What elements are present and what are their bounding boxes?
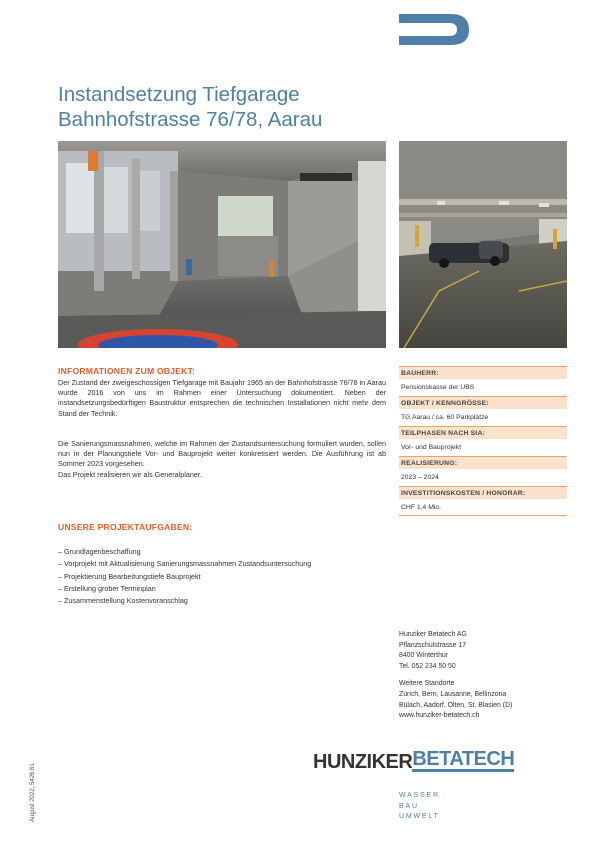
fact-label-phases: TEILPHASEN NACH SIA: [399,426,567,439]
company-name: Hunziker Betatech AG [399,631,467,638]
fact-value-costs: CHF 1,4 Mio. [399,499,567,516]
company-city: 8400 Winterthur [399,652,449,660]
info-paragraph-3: Das Projekt realisieren wir als Generalplaner. [58,469,202,479]
fact-label-costs: INVESTITIONSKOSTEN / HONORAR: [399,486,567,499]
tagline [399,791,440,823]
garage-interior-photo [399,141,567,348]
page-title [58,82,322,132]
fact-value-object: TG Aarau / ca. 60 Parkplätze [401,414,489,421]
info-heading: INFORMATIONEN ZUM OBJEKT: [58,366,196,376]
list-item: – Zusammenstellung Kostenvoranschlag [58,596,188,606]
fact-value-client: Pensionskasse der UBS [401,384,475,391]
fact-value-realization: 2023 – 2024 [401,474,439,481]
document-date-note: August 2022, 5426.61 [30,763,36,822]
tasks-heading: UNSERE PROJEKTAUFGABEN: [58,522,193,532]
brand-logo [313,746,514,772]
list-item: – Vorprojekt mit Aktualisierung Sanierungsmassnahmen Zustandsuntersuchung [58,559,312,569]
list-item: – Grundlagenbeschaffung [58,547,141,556]
title-line-2: Bahnhofstrasse 76/78, Aarau [58,108,323,131]
tagline-water: WASSER [399,792,440,799]
fact-value-phases: Vor- und Bauprojekt [401,444,462,451]
company-phone: Tel. 052 234 50 50 [399,662,456,670]
list-item: – Erstellung grober Terminplan [58,583,156,593]
company-website-link[interactable]: www.hunziker-betatech.ch [399,712,480,720]
fact-label-realization: REALISIERUNG: [399,456,567,469]
title-line-1: Instandsetzung Tiefgarage [58,83,300,106]
info-paragraph-1: Der Zustand der zweigeschossigen Tiefgarage mit Baujahr 1965 an der Bahnhofstrasse 76/78 in Aarau wurde 2016 von uns im Rahmen einer Untersuchung dokumentiert. Neben der instandsetzungsbedürftigen Baustruktur entsprechen die technischen Installationen nicht mehr dem Stand der Technik. [58,378,386,418]
task-list [58,546,311,607]
info-paragraph-2: Die Sanierungsmassnahmen, welche im Rahmen der Zustandsuntersuchung formuliert wurden, sollen nun in der Planungstiefe Vor- und Bauprojekt weiter konkretisiert werden. Die Ausführung ist ab Sommer 2023 vorgesehen. [58,439,386,469]
tagline-environment: UMWELT [399,813,440,821]
project-facts-table [399,366,567,516]
corner-logo-mark [399,14,469,45]
other-locations-line-2: Bülach, Aadorf, Olten, St. Blasien (D) [399,701,513,709]
company-street: Pflanzschulstrasse 17 [399,641,467,649]
other-locations-heading: Weitere Standorte [399,680,455,688]
contact-spacer [399,672,512,679]
fact-label-object: OBJEKT / KENNGRÖSSE: [399,396,567,409]
garage-entrance-photo [58,141,386,348]
contact-block [399,630,512,722]
other-locations-line-1: Zürich, Bern, Lausanne, Bellinzona [399,690,507,698]
list-item: – Projektierung Bearbeitungstiefe Bauprojekt [58,571,201,581]
fact-label-client: BAUHERR: [399,366,567,379]
info-paragraph-block [58,439,386,480]
brand-name-part-2: BETATECH [412,748,515,770]
tagline-construction: BAU [399,802,419,810]
brand-name-part-1: HUNZIKER [313,751,413,773]
